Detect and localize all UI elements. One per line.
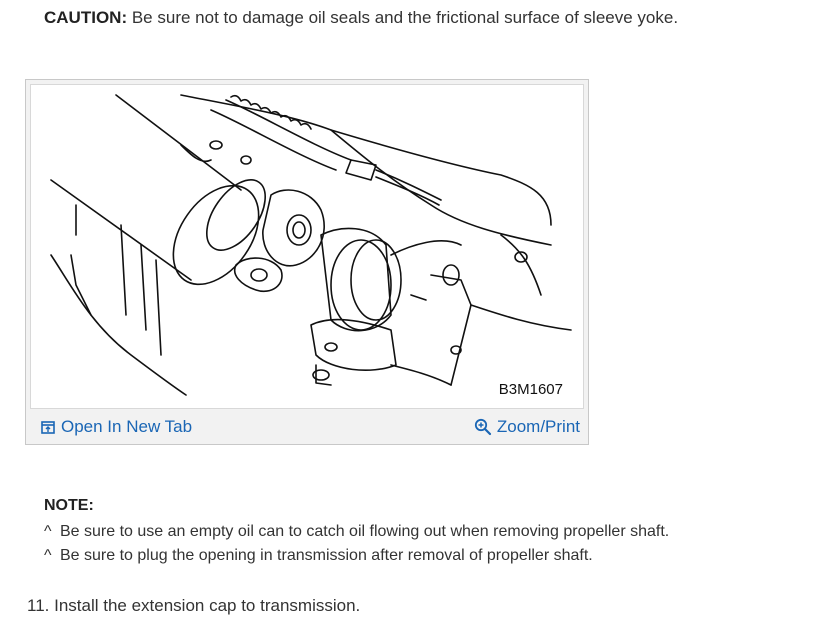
caution-text (44, 8, 678, 28)
open-in-new-tab-link[interactable] (40, 417, 192, 437)
figure-panel (25, 79, 589, 445)
caution-body: Be sure not to damage oil seals and the frictional surface of sleeve yoke. (131, 8, 679, 27)
note-item (44, 544, 669, 568)
propeller-shaft-drawing (31, 85, 583, 408)
caret-bullet: ^ (44, 523, 52, 540)
figure-code: B3M1607 (498, 381, 563, 398)
note-item-text: Be sure to use an empty oil can to catch oil flowing out when removing propeller shaft. (60, 523, 670, 540)
zoom-print-label: Zoom/Print (496, 417, 580, 436)
caution-label: CAUTION: (44, 8, 128, 27)
step-11: 11. Install the extension cap to transmission. (27, 596, 361, 615)
note-title: NOTE: (44, 497, 94, 514)
figure-toolbar (26, 411, 588, 443)
caret-bullet: ^ (44, 547, 52, 564)
note-item (44, 520, 669, 544)
zoom-icon (474, 418, 492, 436)
open-in-new-tab-label: Open In New Tab (61, 417, 193, 436)
open-tab-icon (40, 419, 56, 435)
figure-illustration[interactable] (30, 84, 584, 409)
note-item-text: Be sure to plug the opening in transmission after removal of propeller shaft. (60, 547, 593, 564)
zoom-print-link[interactable] (474, 417, 580, 437)
note-block (44, 497, 669, 568)
